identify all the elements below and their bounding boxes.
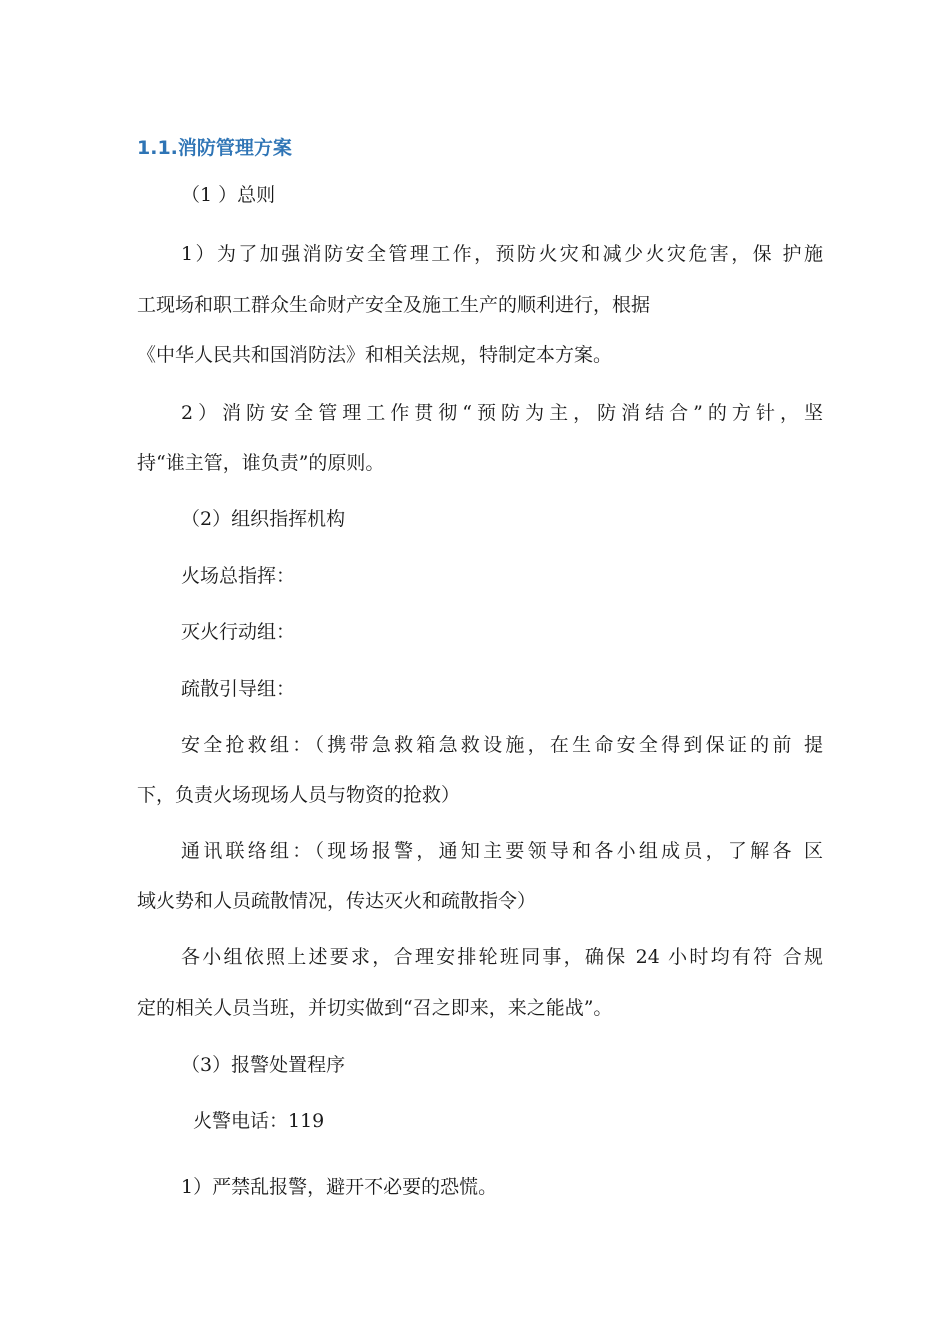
- paragraph-line: 各小组依照上述要求，合理安排轮班同事，确保 24 小时均有符 合规: [181, 946, 823, 968]
- paragraph-line: 下，负责火场现场人员与物资的抢救）: [137, 784, 461, 806]
- fire-phone-line: 火警电话：119: [193, 1110, 325, 1132]
- role-line: 疏散引导组：: [181, 678, 296, 700]
- paragraph-line: 《中华人民共和国消防法》和相关法规，特制定本方案。: [137, 344, 613, 366]
- role-line: 火场总指挥：: [181, 565, 296, 587]
- subsection-title-alarm: （3）报警处置程序: [181, 1054, 346, 1076]
- paragraph-line: 持“谁主管，谁负责”的原则。: [137, 452, 385, 474]
- paragraph-line: 定的相关人员当班，并切实做到“召之即来，来之能战”。: [137, 997, 613, 1019]
- paragraph-line: 域火势和人员疏散情况，传达灭火和疏散指令）: [137, 890, 537, 912]
- role-line: 灭火行动组：: [181, 621, 296, 643]
- role-line: 通讯联络组：（现场报警，通知主要领导和各小组成员，了解各 区: [181, 840, 823, 862]
- paragraph-line: 2）消防安全管理工作贯彻“预防为主，防消结合”的方针，坚: [181, 402, 823, 424]
- role-line: 安全抢救组：（携带急救箱急救设施，在生命安全得到保证的前 提: [181, 734, 823, 756]
- paragraph-line: 1）严禁乱报警，避开不必要的恐慌。: [181, 1176, 498, 1198]
- subsection-title-general: （1 ）总则: [181, 184, 276, 206]
- paragraph-line: 1）为了加强消防安全管理工作，预防火灾和减少火灾危害，保 护施: [181, 243, 823, 265]
- paragraph-line: 工现场和职工群众生命财产安全及施工生产的顺利进行，根据: [137, 294, 651, 316]
- section-heading: 1.1.消防管理方案: [137, 137, 292, 159]
- subsection-title-organization: （2）组织指挥机构: [181, 508, 346, 530]
